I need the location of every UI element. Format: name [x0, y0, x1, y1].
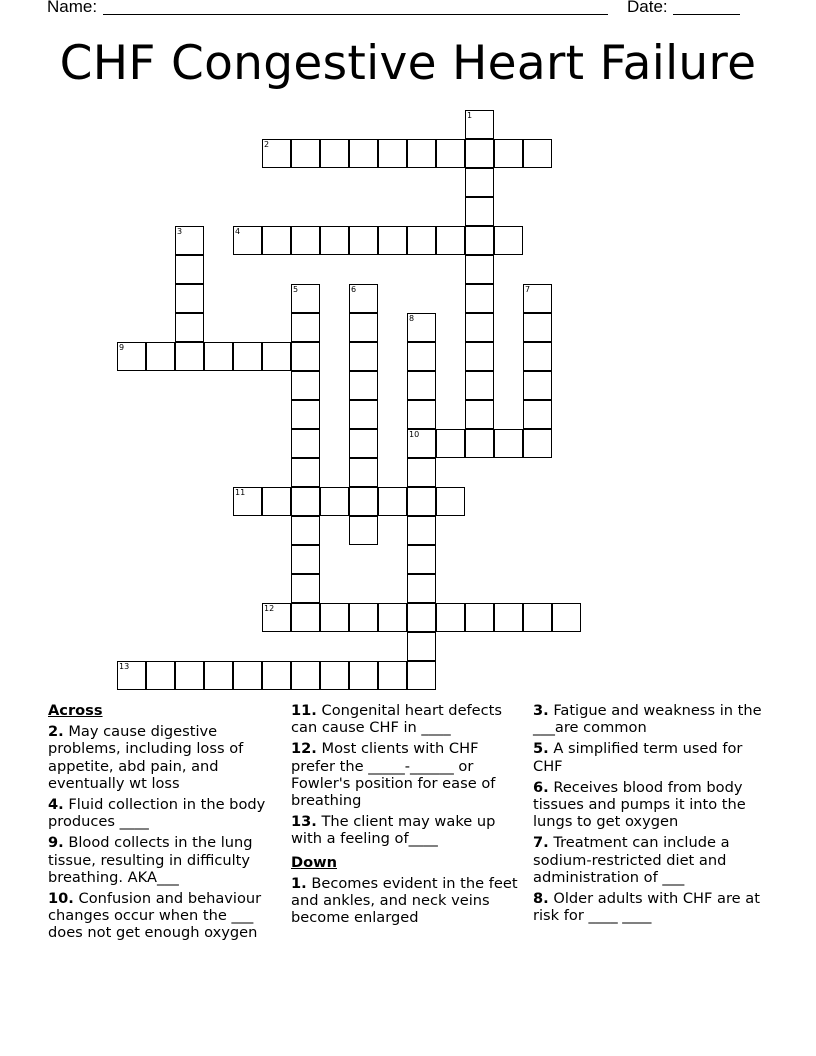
grid-cell[interactable]: [320, 487, 349, 516]
grid-cell[interactable]: [291, 516, 320, 545]
grid-cell[interactable]: [349, 342, 378, 371]
clue: [533, 890, 763, 924]
grid-cell[interactable]: [291, 342, 320, 371]
clue-text: Receives blood from body tissues and pumps it into the lungs to get oxygen: [533, 778, 746, 831]
grid-cell[interactable]: [291, 458, 320, 487]
grid-cell[interactable]: [349, 400, 378, 429]
grid-cell[interactable]: [262, 661, 291, 690]
clue-text: The client may wake up with a feeling of____: [291, 813, 496, 848]
clue: [48, 890, 278, 942]
clue-label: 4.: [48, 796, 64, 814]
grid-cell[interactable]: [407, 661, 436, 690]
grid-cell[interactable]: [465, 226, 494, 255]
clue-number: 9: [119, 343, 125, 352]
grid-cell[interactable]: [349, 661, 378, 690]
grid-cell[interactable]: [407, 342, 436, 371]
clue-label: 9.: [48, 834, 64, 852]
clue-column-3: [533, 702, 763, 928]
grid-cell[interactable]: [233, 661, 262, 690]
grid-cell[interactable]: [494, 226, 523, 255]
grid-cell[interactable]: [291, 313, 320, 342]
clue-number: 11: [235, 488, 246, 497]
clue-number: 2: [264, 140, 270, 149]
grid-cell[interactable]: [349, 139, 378, 168]
grid-cell[interactable]: [494, 603, 523, 632]
grid-cell[interactable]: [291, 400, 320, 429]
grid-cell[interactable]: [465, 284, 494, 313]
clue-text: Becomes evident in the feet and ankles, and neck veins become enlarged: [291, 874, 518, 927]
grid-cell[interactable]: [407, 632, 436, 661]
grid-cell[interactable]: [349, 429, 378, 458]
grid-cell[interactable]: [407, 516, 436, 545]
grid-cell[interactable]: [523, 284, 552, 313]
grid-cell[interactable]: [494, 139, 523, 168]
grid-cell[interactable]: [349, 487, 378, 516]
grid-cell[interactable]: [465, 371, 494, 400]
grid-cell[interactable]: [291, 429, 320, 458]
clue-number: 1: [467, 111, 473, 120]
clue-text: Fluid collection in the body produces ____: [48, 796, 266, 831]
grid-cell[interactable]: [349, 371, 378, 400]
clue: [48, 834, 278, 886]
clue-label: 2.: [48, 723, 64, 741]
clue-number: 13: [119, 662, 130, 671]
clue-label: 13.: [291, 813, 317, 831]
grid-cell[interactable]: [233, 226, 262, 255]
clue-number: 7: [525, 285, 531, 294]
clue-text: Confusion and behaviour changes occur when the ___ does not get enough oxygen: [48, 890, 262, 942]
clue: [533, 740, 763, 774]
grid-cell[interactable]: [552, 603, 581, 632]
date-label: Date:: [627, 0, 668, 16]
grid-cell[interactable]: [349, 516, 378, 545]
grid-cell[interactable]: [291, 226, 320, 255]
grid-cell[interactable]: [262, 139, 291, 168]
grid-cell[interactable]: [175, 226, 204, 255]
grid-cell[interactable]: [465, 139, 494, 168]
grid-cell[interactable]: [523, 139, 552, 168]
grid-cell[interactable]: [523, 313, 552, 342]
grid-cell[interactable]: [291, 371, 320, 400]
grid-cell[interactable]: [175, 313, 204, 342]
grid-cell[interactable]: [465, 603, 494, 632]
clue: [291, 875, 521, 927]
clue-label: 1.: [291, 874, 307, 892]
grid-cell[interactable]: [407, 487, 436, 516]
down-heading: Down: [291, 853, 338, 871]
clue-text: Older adults with CHF are at risk for ____ ____: [533, 890, 760, 925]
grid-cell[interactable]: [204, 661, 233, 690]
grid-cell[interactable]: [436, 226, 465, 255]
clue-number: 4: [235, 227, 241, 236]
grid-cell[interactable]: [291, 603, 320, 632]
clue-number: 5: [293, 285, 299, 294]
clue-label: 6.: [533, 778, 549, 796]
grid-cell[interactable]: [233, 487, 262, 516]
clue-label: 7.: [533, 834, 549, 852]
clue-label: 12.: [291, 740, 317, 758]
grid-cell[interactable]: [262, 342, 291, 371]
grid-cell[interactable]: [349, 284, 378, 313]
grid-cell[interactable]: [465, 313, 494, 342]
clue-column-2: [291, 702, 521, 930]
clue: [291, 702, 521, 736]
grid-cell[interactable]: [320, 661, 349, 690]
grid-cell[interactable]: [378, 139, 407, 168]
clue: [533, 702, 763, 736]
grid-cell[interactable]: [117, 342, 146, 371]
grid-cell[interactable]: [465, 400, 494, 429]
grid-cell[interactable]: [291, 574, 320, 603]
grid-cell[interactable]: [465, 110, 494, 139]
clue-label: 10.: [48, 890, 74, 908]
grid-cell[interactable]: [407, 545, 436, 574]
grid-cell[interactable]: [465, 429, 494, 458]
clue-number: 10: [409, 430, 420, 439]
grid-cell[interactable]: [349, 313, 378, 342]
grid-cell[interactable]: [407, 400, 436, 429]
grid-cell[interactable]: [407, 226, 436, 255]
grid-cell[interactable]: [175, 255, 204, 284]
grid-cell[interactable]: [117, 661, 146, 690]
grid-cell[interactable]: [262, 603, 291, 632]
grid-cell[interactable]: [465, 168, 494, 197]
grid-cell[interactable]: [233, 342, 262, 371]
grid-cell[interactable]: [407, 458, 436, 487]
grid-cell[interactable]: [523, 429, 552, 458]
grid-cell[interactable]: [291, 284, 320, 313]
clue-number: 8: [409, 314, 415, 323]
grid-cell[interactable]: [349, 603, 378, 632]
grid-cell[interactable]: [320, 603, 349, 632]
grid-cell[interactable]: [407, 371, 436, 400]
clue: [48, 723, 278, 792]
grid-cell[interactable]: [436, 139, 465, 168]
grid-cell[interactable]: [407, 429, 436, 458]
clue-number: 12: [264, 604, 275, 613]
grid-cell[interactable]: [523, 342, 552, 371]
grid-cell[interactable]: [436, 603, 465, 632]
grid-cell[interactable]: [436, 487, 465, 516]
clue-text: Blood collects in the lung tissue, resulting in difficulty breathing. AKA___: [48, 834, 253, 886]
grid-cell[interactable]: [291, 487, 320, 516]
grid-cell[interactable]: [494, 429, 523, 458]
grid-cell[interactable]: [465, 197, 494, 226]
grid-cell[interactable]: [291, 545, 320, 574]
clue-text: Most clients with CHF prefer the _____-______ or Fowler's position for ease of breathing: [291, 740, 496, 810]
clue-column-1: [48, 702, 278, 946]
grid-cell[interactable]: [407, 139, 436, 168]
grid-cell[interactable]: [320, 226, 349, 255]
grid-cell[interactable]: [320, 139, 349, 168]
grid-cell[interactable]: [523, 371, 552, 400]
grid-cell[interactable]: [175, 342, 204, 371]
clue-label: 3.: [533, 702, 549, 719]
clue-label: 5.: [533, 740, 549, 758]
grid-cell[interactable]: [349, 226, 378, 255]
grid-cell[interactable]: [175, 284, 204, 313]
grid-cell[interactable]: [407, 574, 436, 603]
clue-text: May cause digestive problems, including loss of appetite, abd pain, and eventually wt loss: [48, 723, 244, 792]
grid-cell[interactable]: [523, 400, 552, 429]
clue: [291, 813, 521, 847]
clue-text: Fatigue and weakness in the ___are common: [533, 702, 762, 737]
clue: [291, 740, 521, 809]
clue: [533, 834, 763, 886]
grid-cell[interactable]: [378, 487, 407, 516]
grid-cell[interactable]: [146, 342, 175, 371]
grid-cell[interactable]: [291, 661, 320, 690]
grid-cell[interactable]: [291, 139, 320, 168]
grid-cell[interactable]: [523, 603, 552, 632]
clue-label: 8.: [533, 890, 549, 908]
name-label: Name:: [47, 0, 98, 16]
clue-text: Congenital heart defects can cause CHF in ____: [291, 702, 503, 737]
grid-cell[interactable]: [349, 458, 378, 487]
clue-number: 3: [177, 227, 183, 236]
clue: [48, 796, 278, 830]
across-heading: Across: [48, 702, 103, 719]
grid-cell[interactable]: [262, 487, 291, 516]
grid-cell[interactable]: [407, 603, 436, 632]
clue: [533, 779, 763, 831]
clue-text: A simplified term used for CHF: [533, 740, 743, 775]
clue-number: 6: [351, 285, 357, 294]
grid-cell[interactable]: [262, 226, 291, 255]
puzzle-title: CHF Congestive Heart Failure: [59, 36, 757, 91]
grid-cell[interactable]: [407, 313, 436, 342]
grid-cell[interactable]: [465, 342, 494, 371]
grid-cell[interactable]: [175, 661, 204, 690]
grid-cell[interactable]: [436, 429, 465, 458]
grid-cell[interactable]: [378, 226, 407, 255]
grid-cell[interactable]: [465, 255, 494, 284]
grid-cell[interactable]: [146, 661, 175, 690]
clue-text: Treatment can include a sodium-restricted diet and administration of ___: [533, 834, 730, 886]
grid-cell[interactable]: [204, 342, 233, 371]
clue-label: 11.: [291, 702, 317, 719]
grid-cell[interactable]: [378, 661, 407, 690]
grid-cell[interactable]: [378, 603, 407, 632]
